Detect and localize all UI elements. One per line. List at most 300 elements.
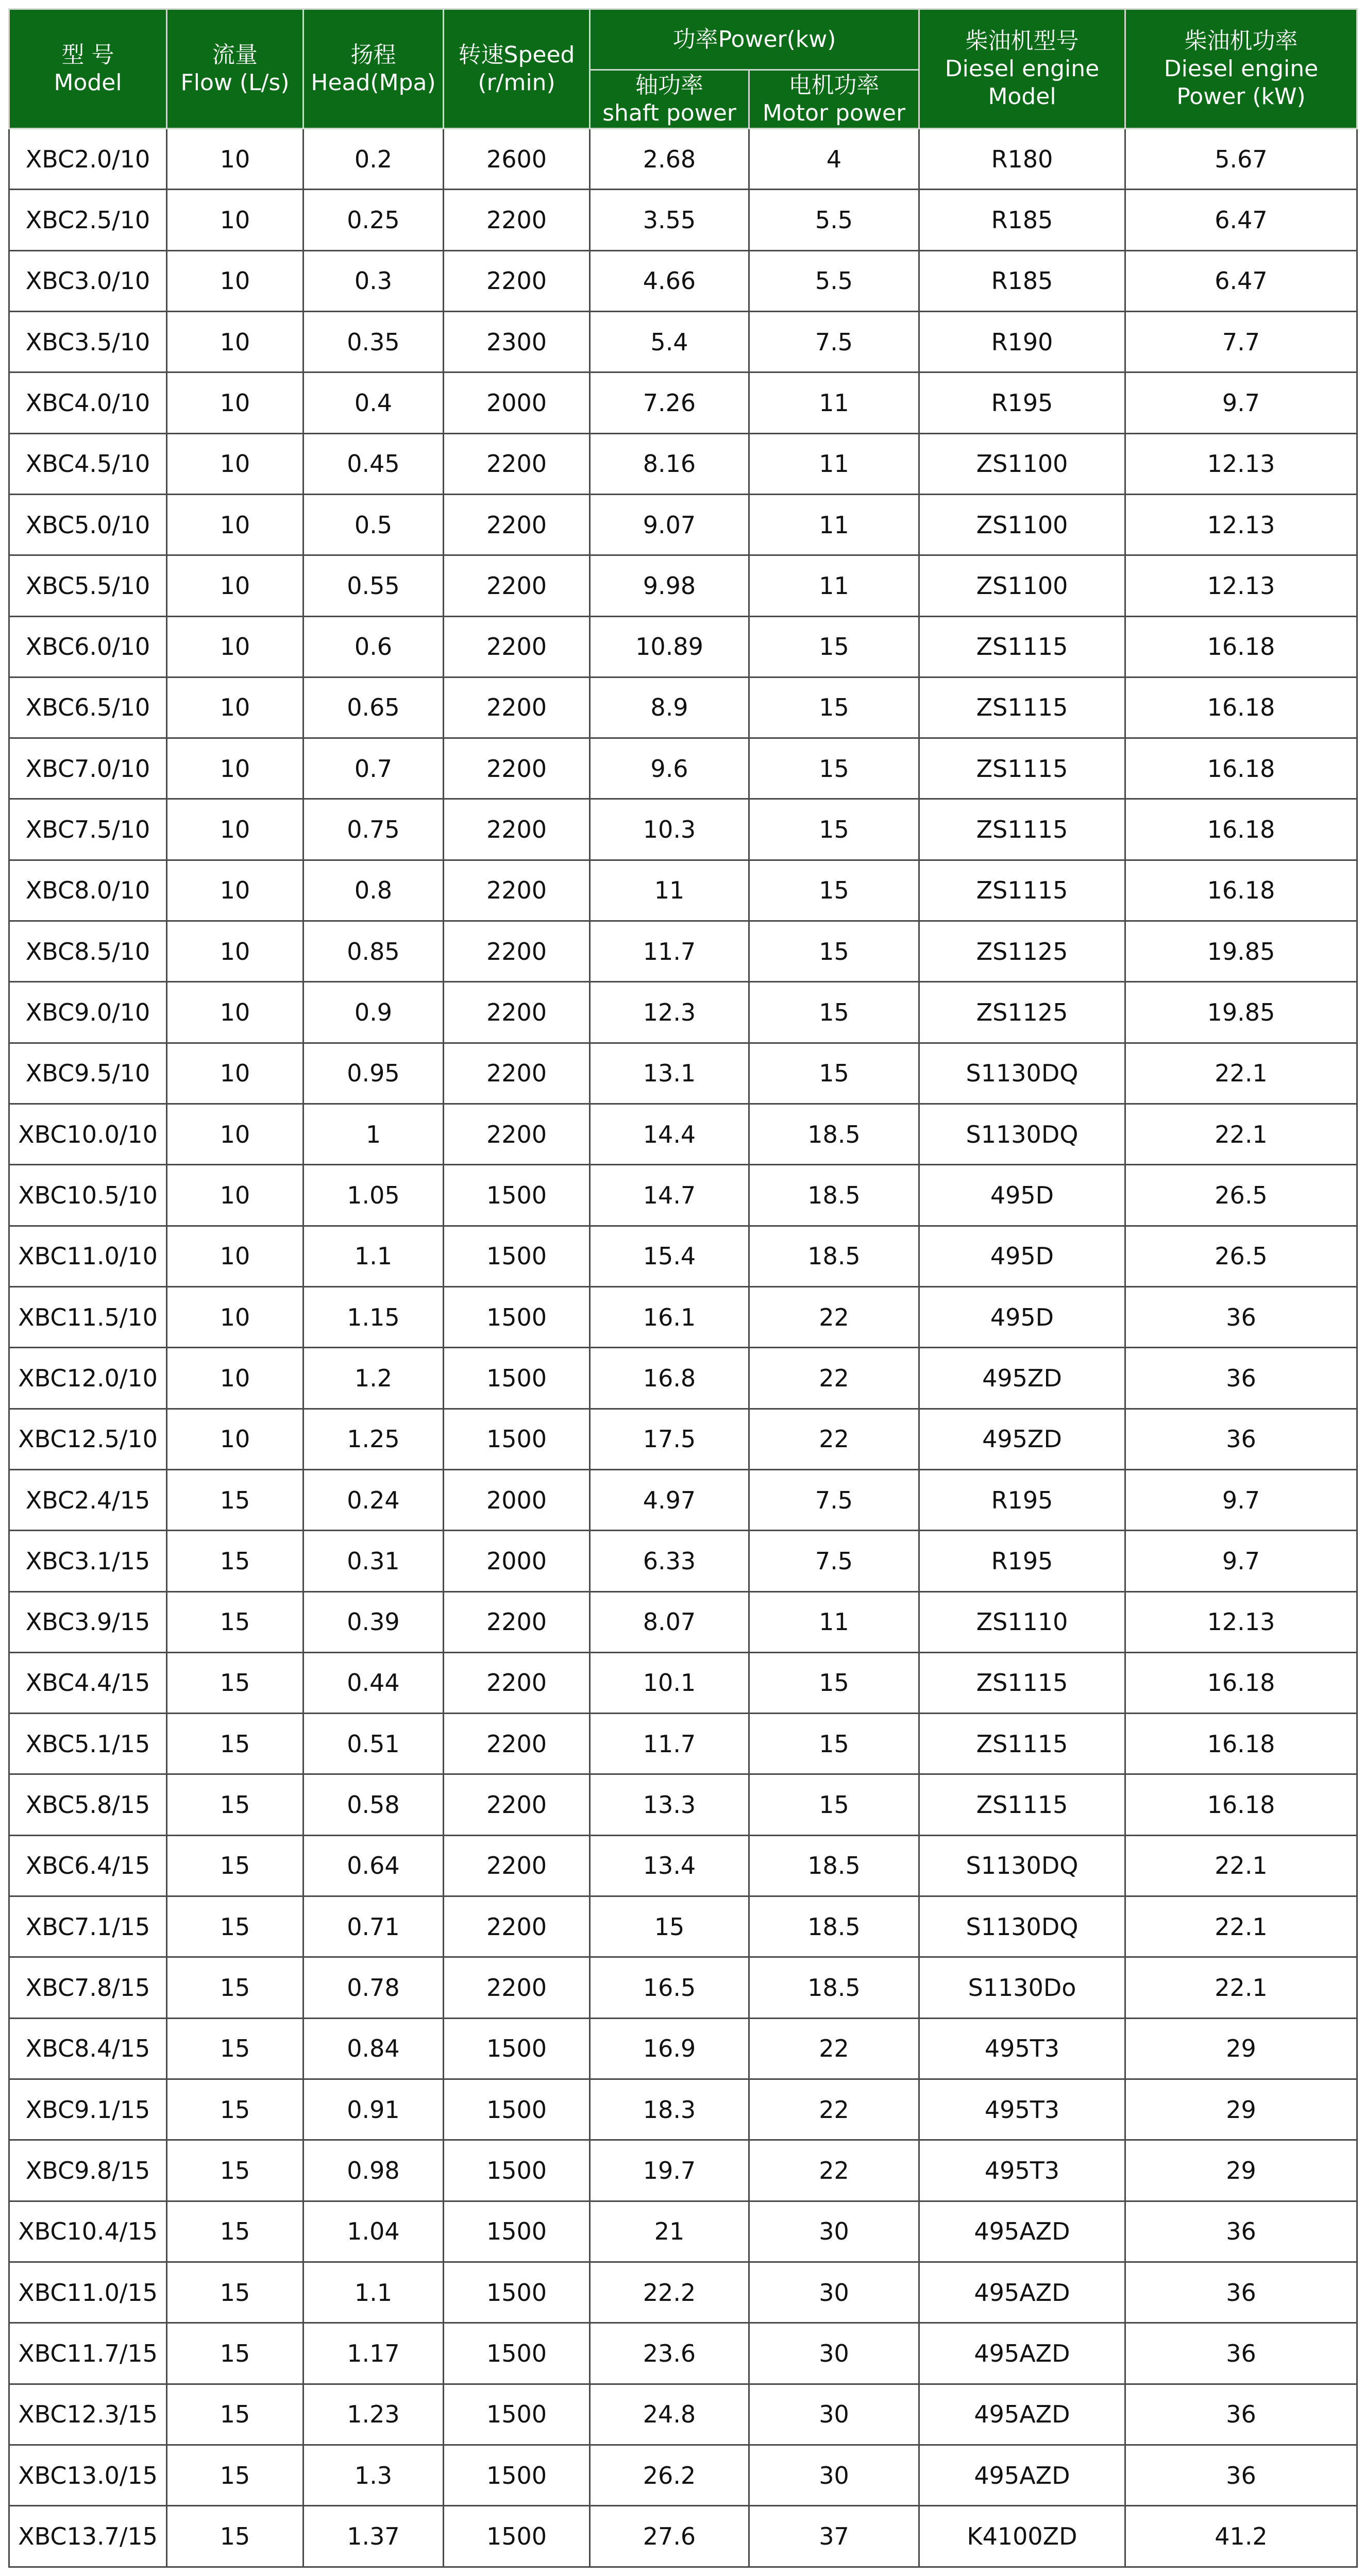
shaft-power-cell: 10.89 — [590, 616, 749, 677]
header-motor-power-en: Motor power — [762, 99, 906, 126]
head-cell: 0.35 — [304, 311, 444, 372]
head-cell: 0.31 — [304, 1531, 444, 1591]
table-row — [9, 1409, 1357, 1469]
engine-power-cell: 16.18 — [1125, 1714, 1357, 1774]
flow-cell: 10 — [167, 921, 304, 982]
shaft-power-cell: 23.6 — [590, 2323, 749, 2384]
flow-cell: 15 — [167, 1835, 304, 1896]
flow-cell: 10 — [167, 1226, 304, 1286]
header-flow — [167, 9, 304, 129]
model-cell: XBC6.4/15 — [9, 1835, 167, 1896]
flow-cell: 15 — [167, 2445, 304, 2505]
speed-cell: 2200 — [444, 738, 590, 799]
engine-power-cell: 12.13 — [1125, 1591, 1357, 1652]
header-model-en: Model — [54, 69, 122, 96]
head-cell: 0.45 — [304, 433, 444, 494]
flow-cell: 15 — [167, 1896, 304, 1957]
shaft-power-cell: 11 — [590, 860, 749, 921]
shaft-power-cell: 18.3 — [590, 2079, 749, 2140]
table-row — [9, 738, 1357, 799]
shaft-power-cell: 4.66 — [590, 250, 749, 311]
table-row — [9, 372, 1357, 433]
engine-model-cell: 495AZD — [919, 2323, 1125, 2384]
engine-model-cell: S1130DQ — [919, 1896, 1125, 1957]
head-cell: 0.2 — [304, 129, 444, 190]
table-row — [9, 1286, 1357, 1347]
motor-power-cell: 30 — [749, 2445, 919, 2505]
head-cell: 0.3 — [304, 250, 444, 311]
head-cell: 0.91 — [304, 2079, 444, 2140]
shaft-power-cell: 9.6 — [590, 738, 749, 799]
speed-cell: 1500 — [444, 2201, 590, 2262]
shaft-power-cell: 19.7 — [590, 2140, 749, 2201]
motor-power-cell: 30 — [749, 2262, 919, 2323]
speed-cell: 1500 — [444, 2079, 590, 2140]
engine-power-cell: 16.18 — [1125, 1652, 1357, 1713]
header-engine-power-en1: Diesel engine — [1164, 55, 1319, 82]
speed-cell: 2200 — [444, 1774, 590, 1835]
engine-power-cell: 16.18 — [1125, 616, 1357, 677]
head-cell: 0.55 — [304, 555, 444, 616]
speed-cell: 2200 — [444, 433, 590, 494]
motor-power-cell: 18.5 — [749, 1165, 919, 1226]
shaft-power-cell: 16.9 — [590, 2018, 749, 2079]
shaft-power-cell: 8.07 — [590, 1591, 749, 1652]
speed-cell: 2200 — [444, 1043, 590, 1104]
engine-power-cell: 5.67 — [1125, 129, 1357, 190]
model-cell: XBC4.0/10 — [9, 372, 167, 433]
speed-cell: 2200 — [444, 494, 590, 555]
motor-power-cell: 15 — [749, 738, 919, 799]
model-cell: XBC13.7/15 — [9, 2506, 167, 2567]
table-row — [9, 555, 1357, 616]
table-row — [9, 129, 1357, 190]
engine-model-cell: R195 — [919, 1469, 1125, 1530]
engine-model-cell: 495T3 — [919, 2079, 1125, 2140]
engine-power-cell: 16.18 — [1125, 677, 1357, 738]
speed-cell: 2200 — [444, 1652, 590, 1713]
engine-power-cell: 41.2 — [1125, 2506, 1357, 2567]
speed-cell: 2200 — [444, 1591, 590, 1652]
motor-power-cell: 18.5 — [749, 1957, 919, 2018]
table-row — [9, 1043, 1357, 1104]
model-cell: XBC3.1/15 — [9, 1531, 167, 1591]
engine-model-cell: 495AZD — [919, 2445, 1125, 2505]
motor-power-cell: 7.5 — [749, 1469, 919, 1530]
table-row — [9, 250, 1357, 311]
table-row — [9, 2201, 1357, 2262]
flow-cell: 10 — [167, 616, 304, 677]
motor-power-cell: 15 — [749, 677, 919, 738]
motor-power-cell: 11 — [749, 555, 919, 616]
head-cell: 1.37 — [304, 2506, 444, 2567]
head-cell: 1.1 — [304, 1226, 444, 1286]
shaft-power-cell: 6.33 — [590, 1531, 749, 1591]
engine-power-cell: 12.13 — [1125, 433, 1357, 494]
motor-power-cell: 15 — [749, 860, 919, 921]
header-shaft-power-en: shaft power — [602, 99, 736, 126]
shaft-power-cell: 26.2 — [590, 2445, 749, 2505]
engine-power-cell: 36 — [1125, 1409, 1357, 1469]
model-cell: XBC11.0/15 — [9, 2262, 167, 2323]
table-body — [9, 129, 1357, 2567]
speed-cell: 1500 — [444, 2506, 590, 2567]
head-cell: 0.98 — [304, 2140, 444, 2201]
flow-cell: 15 — [167, 2384, 304, 2445]
engine-model-cell: 495T3 — [919, 2018, 1125, 2079]
engine-power-cell: 26.5 — [1125, 1165, 1357, 1226]
engine-power-cell: 16.18 — [1125, 799, 1357, 860]
head-cell: 0.78 — [304, 1957, 444, 2018]
flow-cell: 10 — [167, 1165, 304, 1226]
model-cell: XBC3.0/10 — [9, 250, 167, 311]
engine-power-cell: 29 — [1125, 2140, 1357, 2201]
speed-cell: 2000 — [444, 1469, 590, 1530]
model-cell: XBC11.0/10 — [9, 1226, 167, 1286]
motor-power-cell: 22 — [749, 1409, 919, 1469]
shaft-power-cell: 14.7 — [590, 1165, 749, 1226]
head-cell: 0.8 — [304, 860, 444, 921]
speed-cell: 2000 — [444, 372, 590, 433]
engine-model-cell: R185 — [919, 190, 1125, 250]
head-cell: 0.44 — [304, 1652, 444, 1713]
table-row — [9, 1104, 1357, 1165]
engine-power-cell: 16.18 — [1125, 860, 1357, 921]
shaft-power-cell: 16.5 — [590, 1957, 749, 2018]
shaft-power-cell: 9.98 — [590, 555, 749, 616]
header-model — [9, 9, 167, 129]
speed-cell: 1500 — [444, 2262, 590, 2323]
flow-cell: 15 — [167, 1652, 304, 1713]
head-cell: 1.25 — [304, 1409, 444, 1469]
engine-model-cell: S1130Do — [919, 1957, 1125, 2018]
engine-power-cell: 19.85 — [1125, 921, 1357, 982]
motor-power-cell: 7.5 — [749, 1531, 919, 1591]
model-cell: XBC12.3/15 — [9, 2384, 167, 2445]
header-head — [304, 9, 444, 129]
engine-power-cell: 6.47 — [1125, 250, 1357, 311]
header-speed-line1: 转速Speed — [458, 41, 575, 68]
header-shaft-power — [590, 70, 749, 129]
table-row — [9, 921, 1357, 982]
head-cell: 0.58 — [304, 1774, 444, 1835]
engine-model-cell: ZS1115 — [919, 616, 1125, 677]
shaft-power-cell: 11.7 — [590, 1714, 749, 1774]
speed-cell: 2200 — [444, 921, 590, 982]
table-row — [9, 1591, 1357, 1652]
model-cell: XBC7.1/15 — [9, 1896, 167, 1957]
flow-cell: 15 — [167, 2201, 304, 2262]
engine-power-cell: 22.1 — [1125, 1043, 1357, 1104]
shaft-power-cell: 13.3 — [590, 1774, 749, 1835]
model-cell: XBC11.5/10 — [9, 1286, 167, 1347]
flow-cell: 10 — [167, 494, 304, 555]
engine-model-cell: ZS1125 — [919, 982, 1125, 1043]
table-row — [9, 2506, 1357, 2567]
motor-power-cell: 22 — [749, 2079, 919, 2140]
model-cell: XBC5.1/15 — [9, 1714, 167, 1774]
speed-cell: 1500 — [444, 1348, 590, 1409]
speed-cell: 2300 — [444, 311, 590, 372]
engine-power-cell: 22.1 — [1125, 1957, 1357, 2018]
shaft-power-cell: 8.9 — [590, 677, 749, 738]
engine-model-cell: R195 — [919, 372, 1125, 433]
shaft-power-cell: 8.16 — [590, 433, 749, 494]
model-cell: XBC6.5/10 — [9, 677, 167, 738]
flow-cell: 15 — [167, 2079, 304, 2140]
flow-cell: 15 — [167, 1957, 304, 2018]
speed-cell: 2200 — [444, 555, 590, 616]
engine-power-cell: 19.85 — [1125, 982, 1357, 1043]
flow-cell: 15 — [167, 1591, 304, 1652]
speed-cell: 1500 — [444, 2384, 590, 2445]
header-engine-power — [1125, 9, 1357, 129]
flow-cell: 15 — [167, 2506, 304, 2567]
head-cell: 1.04 — [304, 2201, 444, 2262]
engine-model-cell: ZS1115 — [919, 738, 1125, 799]
model-cell: XBC3.9/15 — [9, 1591, 167, 1652]
header-engine-model — [919, 9, 1125, 129]
head-cell: 0.51 — [304, 1714, 444, 1774]
flow-cell: 10 — [167, 1348, 304, 1409]
flow-cell: 15 — [167, 1469, 304, 1530]
speed-cell: 2200 — [444, 982, 590, 1043]
shaft-power-cell: 21 — [590, 2201, 749, 2262]
model-cell: XBC7.8/15 — [9, 1957, 167, 2018]
table-row — [9, 494, 1357, 555]
engine-model-cell: ZS1115 — [919, 677, 1125, 738]
engine-model-cell: K4100ZD — [919, 2506, 1125, 2567]
model-cell: XBC9.8/15 — [9, 2140, 167, 2201]
table-row — [9, 1774, 1357, 1835]
flow-cell: 10 — [167, 190, 304, 250]
motor-power-cell: 15 — [749, 921, 919, 982]
head-cell: 0.4 — [304, 372, 444, 433]
model-cell: XBC2.4/15 — [9, 1469, 167, 1530]
head-cell: 0.85 — [304, 921, 444, 982]
head-cell: 1.15 — [304, 1286, 444, 1347]
head-cell: 0.95 — [304, 1043, 444, 1104]
engine-power-cell: 16.18 — [1125, 738, 1357, 799]
engine-power-cell: 9.7 — [1125, 1469, 1357, 1530]
flow-cell: 10 — [167, 433, 304, 494]
table-row — [9, 2384, 1357, 2445]
speed-cell: 2200 — [444, 1957, 590, 2018]
engine-model-cell: 495D — [919, 1286, 1125, 1347]
table-row — [9, 860, 1357, 921]
flow-cell: 10 — [167, 1104, 304, 1165]
engine-model-cell: 495D — [919, 1165, 1125, 1226]
engine-model-cell: ZS1125 — [919, 921, 1125, 982]
engine-model-cell: ZS1100 — [919, 555, 1125, 616]
speed-cell: 1500 — [444, 2445, 590, 2505]
engine-model-cell: 495AZD — [919, 2201, 1125, 2262]
model-cell: XBC5.0/10 — [9, 494, 167, 555]
header-motor-power-cn: 电机功率 — [788, 72, 880, 98]
header-head-en: Head(Mpa) — [311, 69, 436, 96]
head-cell: 0.71 — [304, 1896, 444, 1957]
flow-cell: 15 — [167, 1531, 304, 1591]
speed-cell: 1500 — [444, 1226, 590, 1286]
flow-cell: 10 — [167, 738, 304, 799]
table-row — [9, 1652, 1357, 1713]
shaft-power-cell: 10.1 — [590, 1652, 749, 1713]
engine-model-cell: 495T3 — [919, 2140, 1125, 2201]
head-cell: 1.2 — [304, 1348, 444, 1409]
head-cell: 0.84 — [304, 2018, 444, 2079]
flow-cell: 10 — [167, 1043, 304, 1104]
engine-power-cell: 36 — [1125, 1286, 1357, 1347]
motor-power-cell: 5.5 — [749, 250, 919, 311]
table-row — [9, 1226, 1357, 1286]
header-motor-power — [749, 70, 919, 129]
motor-power-cell: 11 — [749, 372, 919, 433]
table-row — [9, 311, 1357, 372]
shaft-power-cell: 5.4 — [590, 311, 749, 372]
engine-power-cell: 16.18 — [1125, 1774, 1357, 1835]
motor-power-cell: 4 — [749, 129, 919, 190]
motor-power-cell: 11 — [749, 494, 919, 555]
header-speed — [444, 9, 590, 129]
motor-power-cell: 15 — [749, 982, 919, 1043]
head-cell: 0.39 — [304, 1591, 444, 1652]
header-speed-line2: (r/min) — [478, 69, 555, 96]
engine-model-cell: ZS1100 — [919, 433, 1125, 494]
table-row — [9, 2445, 1357, 2505]
engine-model-cell: ZS1115 — [919, 860, 1125, 921]
engine-model-cell: ZS1115 — [919, 1714, 1125, 1774]
shaft-power-cell: 17.5 — [590, 1409, 749, 1469]
header-flow-cn: 流量 — [212, 41, 258, 68]
head-cell: 0.25 — [304, 190, 444, 250]
model-cell: XBC4.4/15 — [9, 1652, 167, 1713]
flow-cell: 10 — [167, 677, 304, 738]
flow-cell: 15 — [167, 1714, 304, 1774]
flow-cell: 10 — [167, 982, 304, 1043]
table-row — [9, 1348, 1357, 1409]
engine-power-cell: 12.13 — [1125, 555, 1357, 616]
motor-power-cell: 18.5 — [749, 1896, 919, 1957]
speed-cell: 1500 — [444, 1286, 590, 1347]
header-engine-power-cn: 柴油机功率 — [1184, 27, 1298, 54]
motor-power-cell: 30 — [749, 2201, 919, 2262]
engine-model-cell: 495AZD — [919, 2262, 1125, 2323]
engine-model-cell: 495AZD — [919, 2384, 1125, 2445]
model-cell: XBC12.0/10 — [9, 1348, 167, 1409]
table-row — [9, 1531, 1357, 1591]
model-cell: XBC11.7/15 — [9, 2323, 167, 2384]
engine-power-cell: 29 — [1125, 2079, 1357, 2140]
engine-power-cell: 36 — [1125, 2445, 1357, 2505]
shaft-power-cell: 12.3 — [590, 982, 749, 1043]
head-cell: 0.24 — [304, 1469, 444, 1530]
head-cell: 0.65 — [304, 677, 444, 738]
table-row — [9, 190, 1357, 250]
speed-cell: 2600 — [444, 129, 590, 190]
model-cell: XBC9.0/10 — [9, 982, 167, 1043]
shaft-power-cell: 15 — [590, 1896, 749, 1957]
motor-power-cell: 15 — [749, 1774, 919, 1835]
flow-cell: 10 — [167, 372, 304, 433]
motor-power-cell: 22 — [749, 1348, 919, 1409]
model-cell: XBC9.1/15 — [9, 2079, 167, 2140]
flow-cell: 15 — [167, 2018, 304, 2079]
engine-model-cell: S1130DQ — [919, 1043, 1125, 1104]
shaft-power-cell: 16.8 — [590, 1348, 749, 1409]
head-cell: 1 — [304, 1104, 444, 1165]
engine-power-cell: 36 — [1125, 1348, 1357, 1409]
flow-cell: 15 — [167, 2262, 304, 2323]
engine-power-cell: 7.7 — [1125, 311, 1357, 372]
motor-power-cell: 15 — [749, 1714, 919, 1774]
flow-cell: 10 — [167, 799, 304, 860]
head-cell: 1.1 — [304, 2262, 444, 2323]
model-cell: XBC8.0/10 — [9, 860, 167, 921]
engine-model-cell: R190 — [919, 311, 1125, 372]
flow-cell: 10 — [167, 555, 304, 616]
model-cell: XBC5.5/10 — [9, 555, 167, 616]
table-row — [9, 2079, 1357, 2140]
table-header — [9, 9, 1357, 129]
table-row — [9, 2018, 1357, 2079]
head-cell: 0.75 — [304, 799, 444, 860]
table-row — [9, 1896, 1357, 1957]
engine-model-cell: R185 — [919, 250, 1125, 311]
model-cell: XBC3.5/10 — [9, 311, 167, 372]
flow-cell: 15 — [167, 2140, 304, 2201]
header-engine-model-cn: 柴油机型号 — [965, 27, 1079, 54]
flow-cell: 10 — [167, 860, 304, 921]
table-row — [9, 2140, 1357, 2201]
engine-power-cell: 29 — [1125, 2018, 1357, 2079]
speed-cell: 1500 — [444, 2018, 590, 2079]
header-power-group: 功率Power(kw) — [590, 9, 919, 70]
engine-model-cell: ZS1100 — [919, 494, 1125, 555]
engine-model-cell: S1130DQ — [919, 1104, 1125, 1165]
speed-cell: 2200 — [444, 860, 590, 921]
motor-power-cell: 18.5 — [749, 1226, 919, 1286]
speed-cell: 2200 — [444, 1835, 590, 1896]
speed-cell: 2200 — [444, 1896, 590, 1957]
engine-model-cell: R195 — [919, 1531, 1125, 1591]
engine-power-cell: 26.5 — [1125, 1226, 1357, 1286]
head-cell: 0.64 — [304, 1835, 444, 1896]
model-cell: XBC9.5/10 — [9, 1043, 167, 1104]
engine-model-cell: ZS1110 — [919, 1591, 1125, 1652]
model-cell: XBC8.5/10 — [9, 921, 167, 982]
model-cell: XBC7.5/10 — [9, 799, 167, 860]
model-cell: XBC13.0/15 — [9, 2445, 167, 2505]
engine-power-cell: 6.47 — [1125, 190, 1357, 250]
model-cell: XBC10.0/10 — [9, 1104, 167, 1165]
table-row — [9, 1957, 1357, 2018]
head-cell: 0.7 — [304, 738, 444, 799]
flow-cell: 10 — [167, 129, 304, 190]
engine-power-cell: 22.1 — [1125, 1104, 1357, 1165]
table-row — [9, 982, 1357, 1043]
model-cell: XBC4.5/10 — [9, 433, 167, 494]
model-cell: XBC8.4/15 — [9, 2018, 167, 2079]
shaft-power-cell: 24.8 — [590, 2384, 749, 2445]
header-engine-power-en2: Power (kW) — [1176, 83, 1306, 110]
model-cell: XBC7.0/10 — [9, 738, 167, 799]
head-cell: 1.05 — [304, 1165, 444, 1226]
engine-model-cell: ZS1115 — [919, 799, 1125, 860]
speed-cell: 2200 — [444, 677, 590, 738]
motor-power-cell: 5.5 — [749, 190, 919, 250]
model-cell: XBC2.0/10 — [9, 129, 167, 190]
motor-power-cell: 15 — [749, 616, 919, 677]
